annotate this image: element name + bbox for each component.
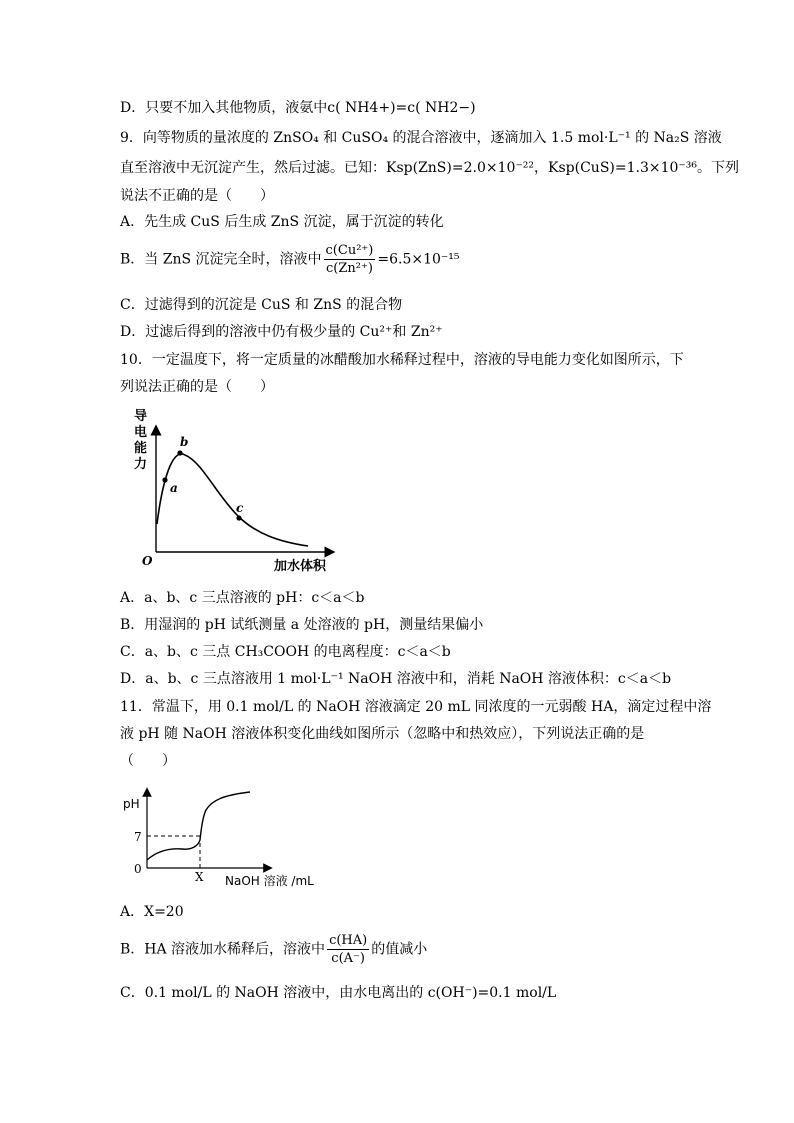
q9-option-a: A．先生成 CuS 后生成 ZnS 沉淀，属于沉淀的转化: [120, 214, 444, 230]
x-mark-label: X: [195, 870, 204, 884]
y-axis-label-4: 力: [134, 457, 148, 472]
q9-option-d: D．过滤后得到的溶液中仍有极少量的 Cu²⁺和 Zn²⁺: [120, 324, 443, 340]
q9-option-b-fraction: [324, 242, 376, 277]
x-axis-label: NaOH 溶液 /mL: [225, 874, 314, 888]
q10-stem-line-2: 列说法正确的是（ ）: [120, 379, 274, 395]
tick-7-label: 7: [134, 830, 142, 844]
q9-stem-line-2: 直至溶液中无沉淀产生，然后过滤。已知：Ksp(ZnS)=2.0×10⁻²²，Ksp(CuS)=1.3×10⁻³⁶。下列: [120, 160, 740, 176]
q11-titration-figure: [120, 780, 350, 890]
q9-option-b: [120, 242, 460, 277]
point-c: [236, 515, 241, 520]
q11-option-c: C．0.1 mol/L 的 NaOH 溶液中，由水电离出的 c(OH⁻)=0.1 mol/L: [120, 985, 557, 1001]
q10-option-c: C．a、b、c 三点 CH₃COOH 的电离程度：c＜a＜b: [120, 644, 451, 660]
q10-option-a: A．a、b、c 三点溶液的 pH：c＜a＜b: [120, 590, 365, 606]
fraction-numerator: c(Cu²⁺): [325, 243, 374, 258]
point-b-label: b: [180, 435, 189, 449]
q9-option-b-suffix: =6.5×10⁻¹⁵: [377, 251, 460, 268]
point-b: [177, 450, 182, 455]
q10-conductivity-figure: [130, 400, 340, 580]
q11-option-b-prefix: B．HA 溶液加水稀释后，溶液中: [120, 941, 326, 958]
q11-option-b-suffix: 的值减小: [371, 941, 428, 958]
point-a-label: a: [170, 481, 178, 495]
q11-stem-line-1: 11．常温下，用 0.1 mol/L 的 NaOH 溶液滴定 20 mL 同浓度的一元弱酸 HA，滴定过程中溶: [120, 699, 712, 715]
q9-option-b-prefix: B．当 ZnS 沉淀完全时，溶液中: [120, 251, 322, 268]
origin-label: O: [142, 554, 153, 568]
conductivity-curve: [157, 454, 308, 546]
x-axis-label: 加水体积: [274, 559, 327, 574]
q11-option-a: A．X=20: [120, 904, 184, 920]
y-axis-label-3: 能: [134, 441, 148, 456]
q10-stem-line-1: 10．一定温度下，将一定质量的冰醋酸加水稀释过程中，溶液的导电能力变化如图所示，下: [120, 352, 684, 368]
q9-stem-line-3: 说法不正确的是（ ）: [120, 188, 274, 204]
point-a: [162, 477, 167, 482]
q10-option-b: B．用湿润的 pH 试纸测量 a 处溶液的 pH，测量结果偏小: [120, 617, 484, 633]
q11-stem-line-3: （ ）: [120, 753, 176, 769]
q9-stem-line-1: 9．向等物质的量浓度的 ZnSO₄ 和 CuSO₄ 的混合溶液中，逐滴加入 1.5 mol·L⁻¹ 的 Na₂S 溶液: [120, 130, 722, 146]
q8-option-d: D．只要不加入其他物质，液氨中c( NH4+)=c( NH2−): [120, 100, 476, 116]
fraction-denominator: c(A⁻): [331, 951, 365, 966]
q11-option-b-fraction: [327, 932, 369, 967]
point-c-label: c: [236, 501, 244, 515]
q9-option-c: C．过滤得到的沉淀是 CuS 和 ZnS 的混合物: [120, 297, 403, 313]
y-axis-label: pH: [123, 797, 140, 811]
fraction-numerator: c(HA): [329, 933, 368, 948]
q11-stem-line-2: 液 pH 随 NaOH 溶液体积变化曲线如图所示（忽略中和热效应），下列说法正确的是: [120, 726, 645, 742]
tick-0-label: 0: [134, 862, 142, 876]
q10-option-d: D．a、b、c 三点溶液用 1 mol·L⁻¹ NaOH 溶液中和，消耗 NaOH 溶液体积：c＜a＜b: [120, 671, 672, 687]
titration-curve: [147, 792, 250, 860]
q11-option-b: [120, 932, 427, 967]
y-axis-label-1: 导: [134, 409, 148, 424]
fraction-denominator: c(Zn²⁺): [325, 261, 373, 276]
y-axis-label-2: 电: [134, 425, 148, 440]
